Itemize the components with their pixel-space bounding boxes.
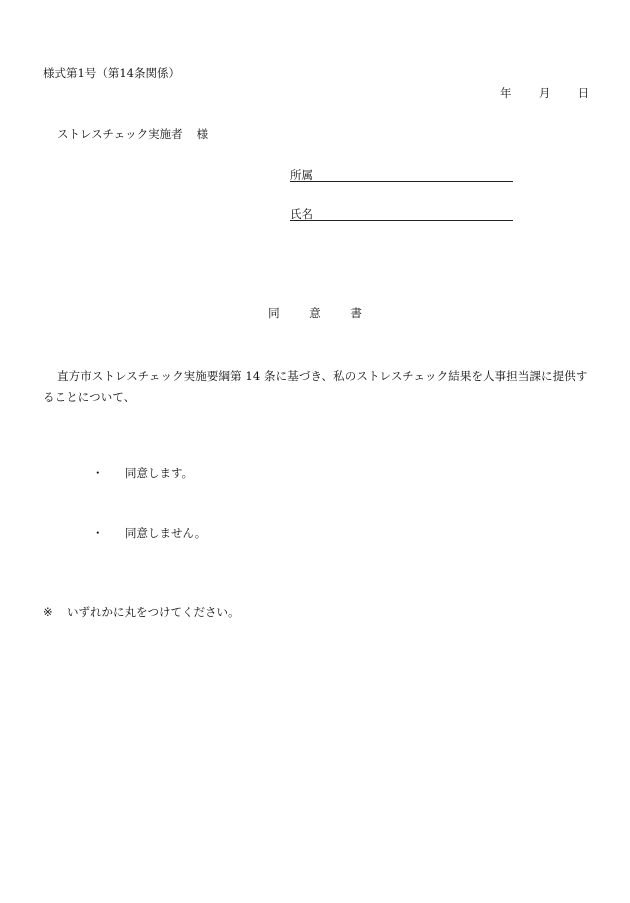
option-disagree[interactable] — [92, 528, 206, 540]
name-field[interactable] — [290, 208, 513, 221]
affiliation-field[interactable] — [290, 169, 513, 182]
affiliation-label: 所属 — [290, 167, 313, 182]
title-char-1: 同 — [268, 306, 280, 320]
option-disagree-label: 同意しません。 — [125, 526, 207, 540]
document-title — [0, 308, 630, 320]
option-agree-label: 同意します。 — [125, 466, 194, 480]
bullet-icon: ・ — [92, 466, 104, 480]
title-char-2: 意 — [309, 306, 321, 320]
date-year-label: 年 — [500, 86, 512, 100]
reference-mark-icon: ※ — [43, 605, 53, 619]
addressee-honorific: 様 — [196, 127, 209, 141]
title-char-3: 書 — [350, 306, 362, 320]
addressee-name: ストレスチェック実施者 — [57, 127, 183, 141]
name-label: 氏名 — [290, 206, 313, 221]
instruction-text: いずれかに丸をつけてください。 — [67, 605, 240, 619]
date-line — [500, 88, 589, 100]
instruction-note — [43, 607, 240, 619]
name-underline[interactable] — [313, 208, 513, 221]
bullet-icon: ・ — [92, 526, 104, 540]
option-agree[interactable] — [92, 468, 193, 480]
date-month-label: 月 — [538, 86, 551, 100]
addressee — [57, 129, 208, 141]
consent-body-text: 直方市ストレスチェック実施要綱第 14 条に基づき、私のストレスチェック結果を人事担当課に提供することについて、 — [43, 369, 588, 404]
affiliation-underline[interactable] — [313, 169, 513, 182]
form-number: 様式第1号（第14条関係） — [43, 66, 180, 80]
date-day-label: 日 — [577, 86, 590, 100]
